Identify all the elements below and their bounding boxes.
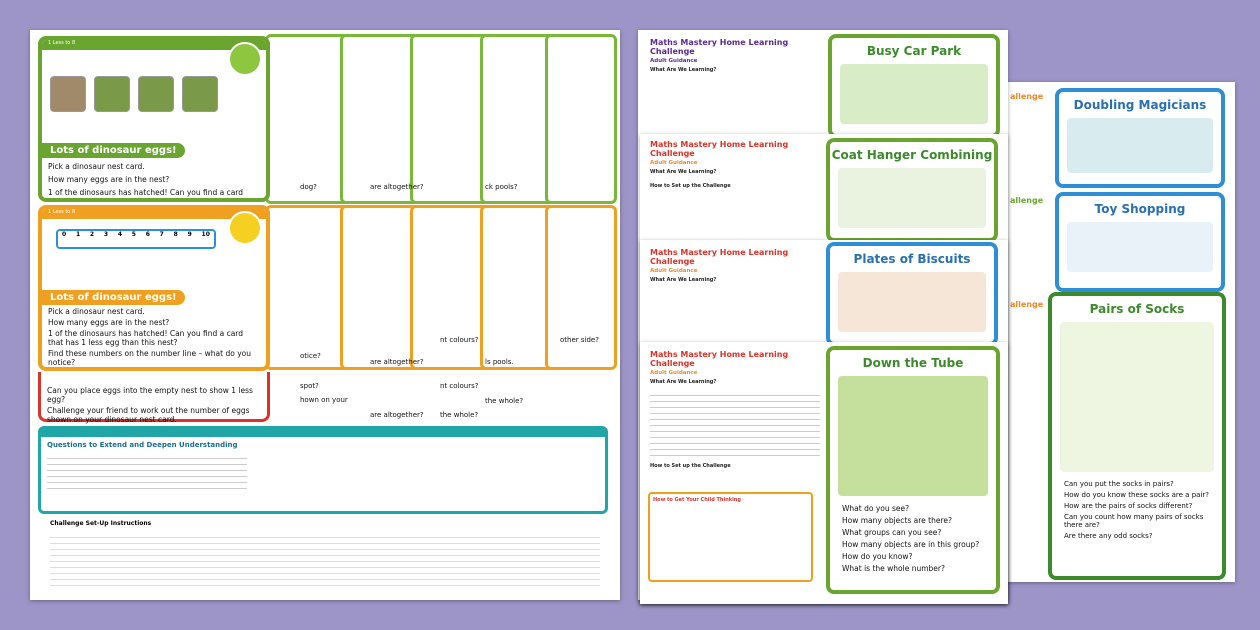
behind-card — [480, 205, 555, 370]
socks-illustration — [1060, 322, 1214, 472]
snippet: nt colours? — [440, 336, 479, 344]
snippet: ls pools. — [485, 358, 514, 366]
red-card — [38, 372, 270, 422]
card-title: Toy Shopping — [1094, 202, 1186, 216]
page-title: Maths Mastery Home Learning Challenge — [650, 350, 789, 368]
heading: How to Set up the Challenge — [650, 182, 731, 189]
heading: What Are We Learning? — [650, 277, 717, 283]
question: Can you place eggs into the empty nest to show 1 less egg? — [47, 386, 253, 404]
tick: 5 — [131, 231, 136, 238]
card-title: Lots of dinosaur eggs! — [42, 290, 185, 305]
page-header — [650, 38, 820, 75]
question: How many objects are there? — [842, 516, 952, 525]
tick: 3 — [103, 231, 109, 238]
heading: How to Set up the Challenge — [650, 462, 731, 469]
question: How are the pairs of socks different? — [1064, 502, 1193, 510]
number-line — [56, 229, 216, 249]
child-thinking-box — [648, 492, 813, 582]
snippet: ck pools? — [485, 183, 518, 191]
page-header — [650, 350, 820, 470]
snippet: are altogether? — [370, 358, 424, 366]
doubling-magicians-card — [1055, 88, 1225, 188]
behind-card — [480, 34, 555, 204]
box-title: Questions to Extend and Deepen Understanding — [47, 441, 238, 449]
character-badge — [228, 211, 262, 245]
box-title: How to Get Your Child Thinking — [653, 497, 741, 503]
question: 1 of the dinosaurs has hatched! Can you find a card that has 1 less egg than this nest? — [48, 188, 244, 202]
down-the-tube-card — [826, 346, 1000, 594]
tick: 8 — [173, 231, 178, 238]
question: What groups can you see? — [842, 528, 942, 537]
heading: What Are We Learning? — [650, 379, 717, 385]
snippet: spot? — [300, 382, 319, 390]
page-title: Maths Mastery Home Learning Challenge — [650, 140, 789, 158]
question: How do you know? — [842, 552, 913, 561]
setup-text — [50, 532, 600, 587]
card-title: Plates of Biscuits — [853, 252, 971, 266]
snippet: are altogether? — [370, 183, 424, 191]
coat-hanger-illustration — [838, 168, 986, 228]
extend-questions-box — [38, 426, 608, 514]
card-title: Doubling Magicians — [1073, 98, 1207, 112]
page-subtitle: Adult Guidance — [650, 160, 698, 166]
toys-illustration — [1067, 222, 1213, 272]
page-header — [650, 248, 820, 285]
question: Pick a dinosaur nest card. — [48, 307, 145, 316]
behind-card — [545, 205, 617, 370]
snippet: other side? — [560, 336, 599, 344]
snippet: nt colours? — [440, 382, 479, 390]
orange-activity-card — [38, 205, 270, 371]
tick: 10 — [201, 231, 210, 238]
card-title: Down the Tube — [862, 356, 964, 370]
tube-illustration — [838, 376, 988, 496]
coat-hanger-card — [826, 138, 998, 242]
page-subtitle: Adult Guidance — [650, 268, 698, 274]
question: How many eggs are in the nest? — [48, 318, 170, 327]
question: Are there any odd socks? — [1064, 532, 1153, 540]
setup-title: Challenge Set-Up Instructions — [50, 520, 152, 527]
question: Pick a dinosaur nest card. — [48, 162, 145, 171]
page-title: Maths Mastery Home Learning Challenge — [650, 248, 789, 266]
question: How do you know these socks are a pair? — [1064, 491, 1209, 499]
character-badge — [228, 42, 262, 76]
card-title: Busy Car Park — [866, 44, 962, 58]
page-header — [650, 140, 820, 190]
car-park-illustration — [840, 64, 988, 124]
nest-cards-illustration — [50, 54, 258, 134]
snippet: hown on your — [300, 396, 348, 404]
question: What is the whole number? — [842, 564, 945, 573]
snippet: the whole? — [485, 397, 524, 405]
question: Can you count how many pairs of socks there are? — [1064, 513, 1204, 529]
page-subtitle: Adult Guidance — [650, 370, 698, 376]
question: Find these numbers on the number line – what do you notice? — [48, 349, 251, 367]
question: What do you see? — [842, 504, 910, 513]
tick: 4 — [117, 231, 122, 238]
question: Challenge your friend to work out the number of eggs shown on your dinosaur nest card. — [47, 406, 250, 424]
toy-shopping-card — [1055, 192, 1225, 292]
card-level: 1 Less to 8 — [42, 40, 266, 50]
card-title: Lots of dinosaur eggs! — [42, 143, 185, 158]
tick: 2 — [89, 231, 95, 238]
tick: 6 — [145, 231, 150, 238]
question: How many eggs are in the nest? — [48, 175, 170, 184]
question: Can you put the socks in pairs? — [1064, 480, 1174, 488]
snippet: dog? — [300, 183, 317, 191]
card-level: 1 Less to 8 — [42, 209, 266, 219]
tick: 0 — [62, 231, 67, 238]
heading: What Are We Learning? — [650, 169, 717, 175]
snippet: otice? — [300, 352, 321, 360]
card-title: Pairs of Socks — [1089, 302, 1185, 316]
tick: 1 — [75, 231, 81, 238]
tick: 9 — [187, 231, 192, 238]
tick: 7 — [159, 231, 164, 238]
green-activity-card — [38, 36, 270, 202]
page-label: allenge — [1010, 196, 1044, 205]
plates-of-biscuits-card — [826, 242, 998, 346]
question: How many objects are in this group? — [842, 540, 980, 549]
card-title: Coat Hanger Combining — [831, 148, 993, 162]
page-label: allenge — [1010, 300, 1044, 309]
page-title: Maths Mastery Home Learning Challenge — [650, 38, 789, 56]
page-label: allenge — [1010, 92, 1044, 101]
page-subtitle: Adult Guidance — [650, 58, 698, 64]
behind-card — [545, 34, 617, 204]
magicians-illustration — [1067, 118, 1213, 173]
heading: What Are We Learning? — [650, 67, 717, 73]
snippet: are altogether? — [370, 411, 424, 419]
busy-car-park-card — [828, 34, 1000, 138]
pairs-of-socks-card — [1048, 292, 1226, 580]
biscuits-illustration — [838, 272, 986, 332]
snippet: the whole? — [440, 411, 479, 419]
question: 1 of the dinosaurs has hatched! Can you find a card that has 1 less egg than this nest? — [48, 329, 244, 347]
